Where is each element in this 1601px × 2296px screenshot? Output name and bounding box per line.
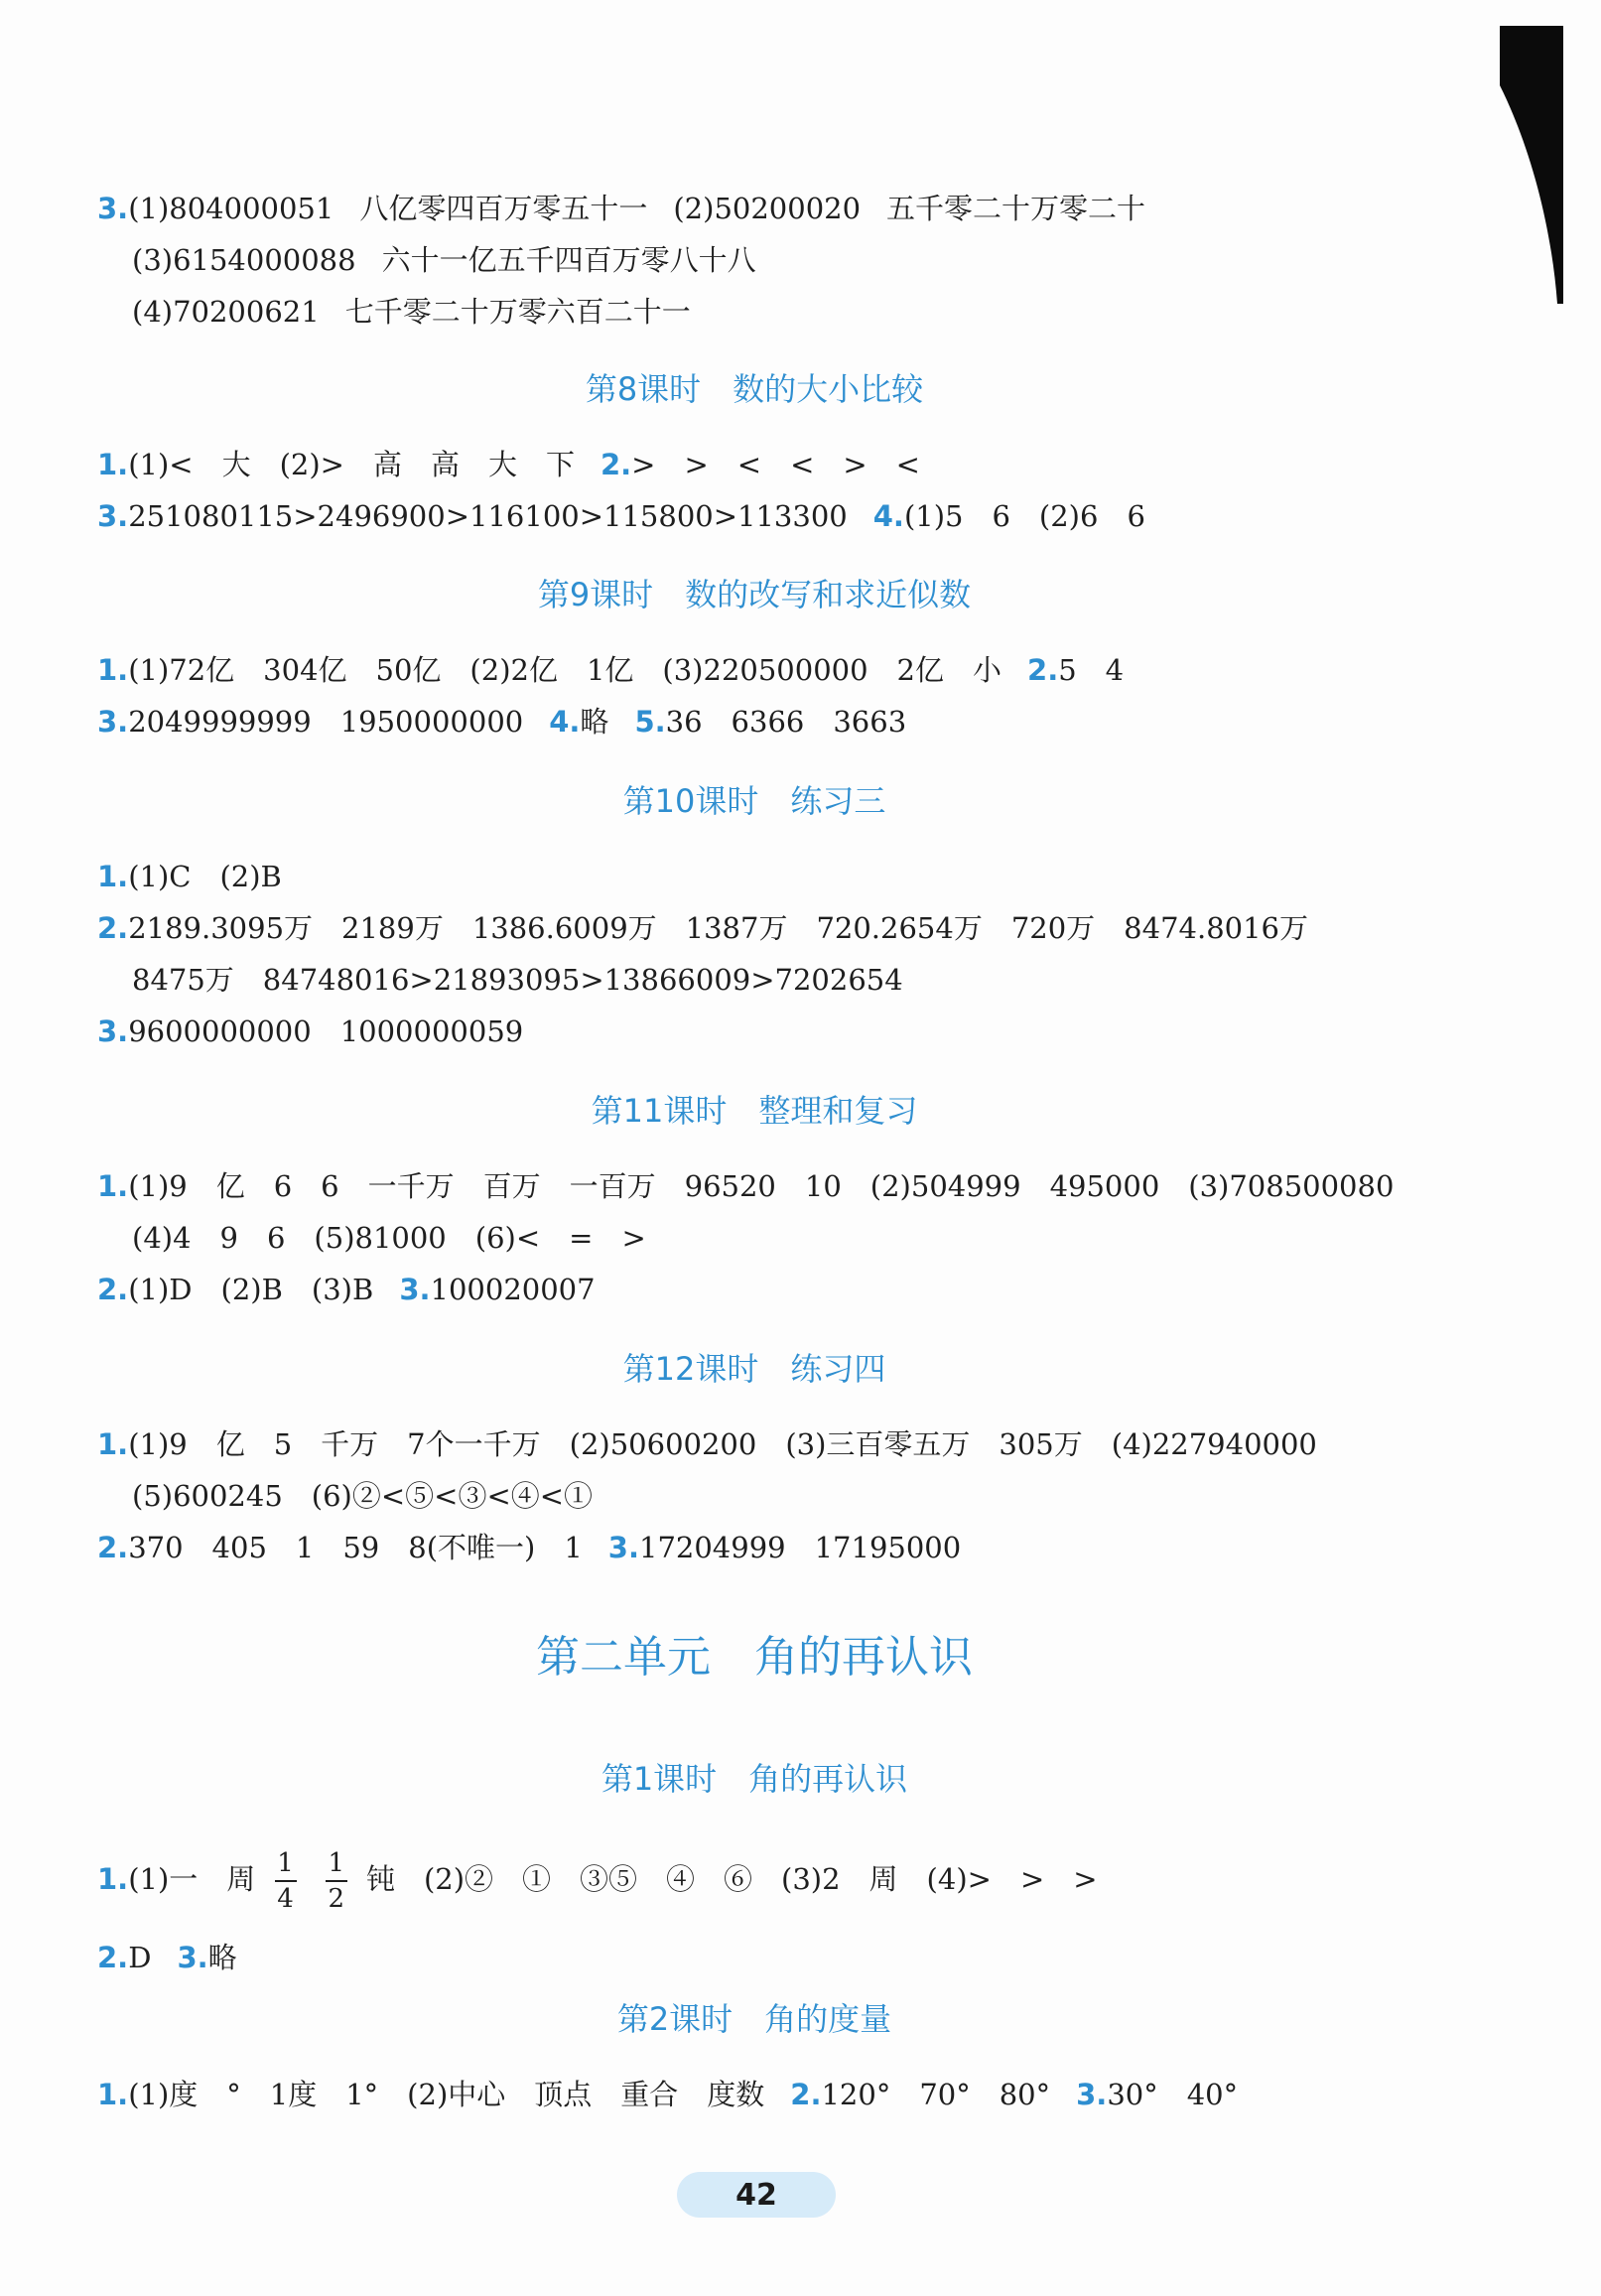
- page-edge-shadow: [1500, 26, 1563, 304]
- answer-line: 3.2049999999 1950000000 4.略 5.36 6366 3663: [97, 705, 907, 739]
- unit-heading: 第二单元 角的再认识: [536, 1632, 973, 1683]
- answer-line: (5)600245 (6)②<⑤<③<④<①: [132, 1479, 594, 1513]
- lesson-heading: 第9课时 数的改写和求近似数: [537, 576, 972, 613]
- answer-line: 3.(1)804000051 八亿零四百万零五十一 (2)50200020 五千零二十万零二十: [97, 192, 1146, 225]
- answer-line: 8475万 84748016>21893095>13866009>7202654: [132, 963, 903, 997]
- answer-line: 1.(1)< 大 (2)> 高 高 大 下 2.> > < < > <: [97, 448, 920, 481]
- answer-line: (4)70200621 七千零二十万零六百二十一: [132, 295, 691, 329]
- answer-line: 1.(1)9 亿 6 6 一千万 百万 一百万 96520 10 (2)504999 495000 (3)708500080: [97, 1169, 1395, 1203]
- lesson-heading: 第11课时 整理和复习: [591, 1092, 918, 1130]
- lesson-heading: 第12课时 练习四: [622, 1350, 886, 1388]
- answer-line: (3)6154000088 六十一亿五千四百万零八十八: [132, 243, 756, 277]
- answer-line: 1.(1)度 ° 1度 1° (2)中心 顶点 重合 度数 2.120° 70° 80° 3.30° 40°: [97, 2078, 1239, 2111]
- fraction-one-half: $\frac{1}{2}$: [326, 1848, 347, 1914]
- answer-line: 1.(1)9 亿 5 千万 7个一千万 (2)50600200 (3)三百零五万 305万 (4)227940000: [97, 1427, 1317, 1461]
- answer-line: 2.2189.3095万 2189万 1386.6009万 1387万 720.2654万 720万 8474.8016万: [97, 911, 1309, 945]
- answer-line: 2.D 3.略: [97, 1941, 237, 1974]
- answer-line: 2.(1)D (2)B (3)B 3.100020007: [97, 1273, 596, 1306]
- answer-line: 3.251080115>2496900>116100>115800>113300 4.(1)5 6 (2)6 6: [97, 499, 1145, 533]
- answer-line: 3.9600000000 1000000059: [97, 1014, 524, 1048]
- answer-line: 1.(1)C (2)B: [97, 860, 282, 893]
- answer-line: 1.(1)一 周 $\frac{1}{4}$ $\frac{1}{2}$ 钝 (2)② ① ③⑤ ④ ⑥ (3)2 周 (4)> > >: [97, 1848, 1098, 1914]
- page-number: 42: [677, 2172, 836, 2218]
- fraction-one-quarter: $\frac{1}{4}$: [275, 1848, 297, 1914]
- answer-line: 2.370 405 1 59 8(不唯一) 1 3.17204999 17195000: [97, 1531, 962, 1564]
- lesson-heading: 第2课时 角的度量: [616, 2000, 892, 2038]
- answer-line: (4)4 9 6 (5)81000 (6)< = >: [132, 1221, 646, 1255]
- lesson-heading: 第1课时 角的再认识: [600, 1760, 908, 1798]
- answer-line: 1.(1)72亿 304亿 50亿 (2)2亿 1亿 (3)220500000 2亿 小 2.5 4: [97, 653, 1125, 687]
- lesson-heading: 第10课时 练习三: [622, 782, 886, 820]
- lesson-heading: 第8课时 数的大小比较: [585, 370, 924, 408]
